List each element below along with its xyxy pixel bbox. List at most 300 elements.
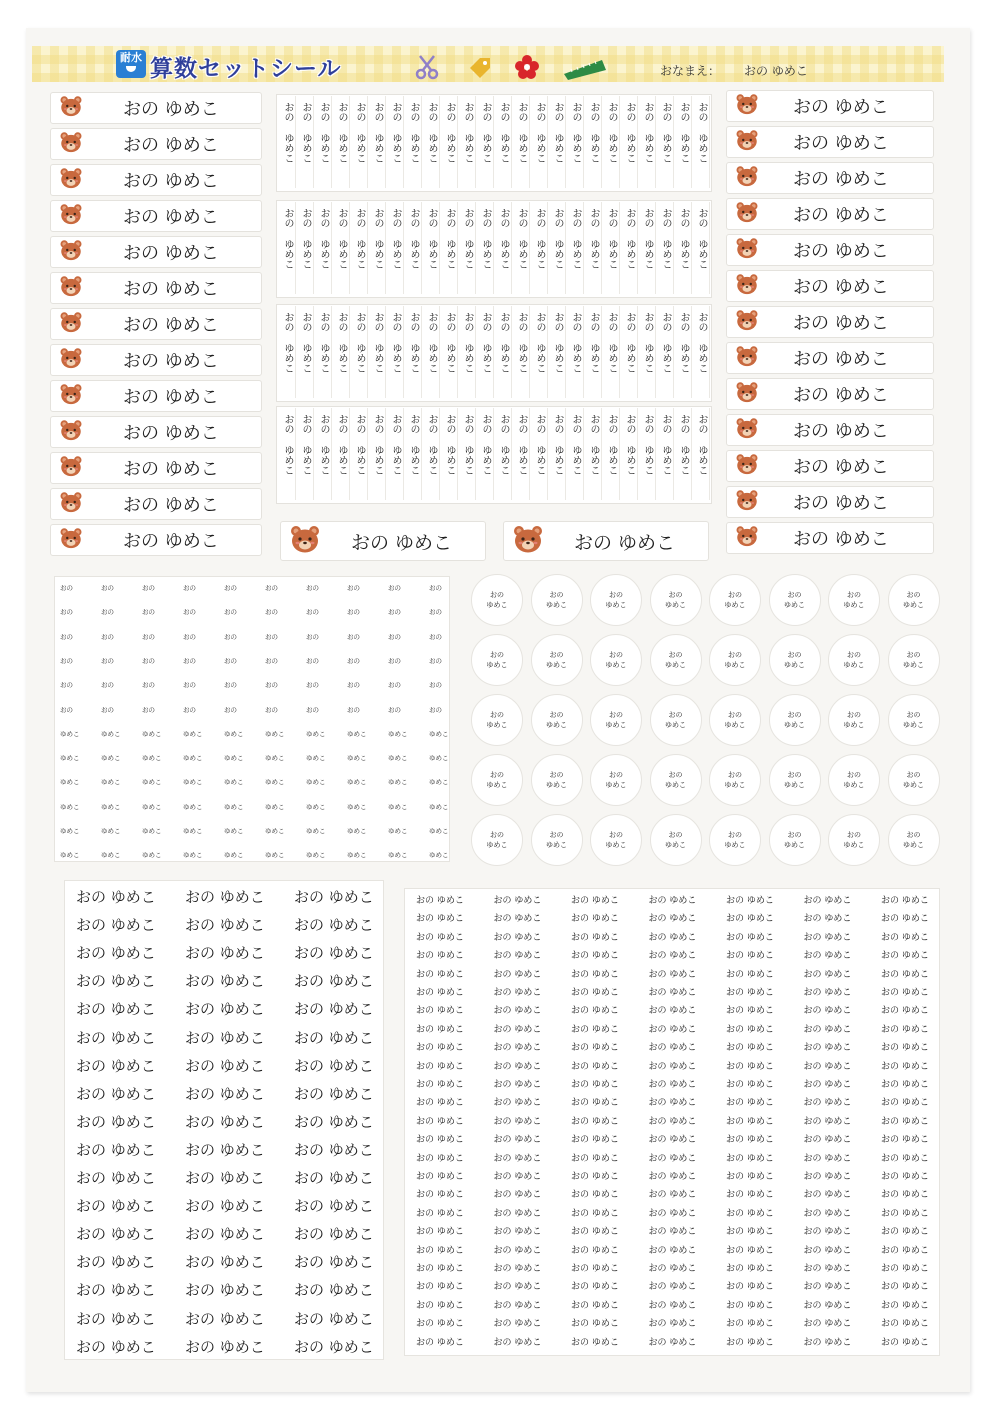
small-name-sticker: おの ゆめこ bbox=[726, 932, 774, 943]
vertical-name-sticker: おの ゆめこ bbox=[440, 408, 458, 500]
small-name-sticker: おの ゆめこ bbox=[881, 1098, 929, 1109]
tiny-name-sticker: おの bbox=[101, 705, 114, 714]
sticker-name-text: おの ゆめこ bbox=[793, 529, 889, 550]
vertical-name-sticker: おの ゆめこ bbox=[530, 202, 548, 294]
sticker-name-text: おの ゆめこ bbox=[793, 133, 889, 154]
sticker-name-text: おの ゆめこ bbox=[123, 279, 219, 300]
small-name-sticker: おの ゆめこ bbox=[881, 896, 929, 906]
bear-name-sticker bbox=[726, 342, 934, 374]
vertical-name-sticker: おの ゆめこ bbox=[296, 96, 314, 188]
medium-name-sticker: おの ゆめこ bbox=[76, 1169, 156, 1187]
vertical-name-sticker: おの ゆめこ bbox=[476, 306, 494, 398]
small-name-sticker: おの ゆめこ bbox=[648, 1264, 697, 1274]
small-name-sticker: おの ゆめこ bbox=[648, 1282, 697, 1293]
vertical-name-sticker: おの ゆめこ bbox=[674, 202, 692, 294]
small-name-sticker: おの ゆめこ bbox=[726, 1282, 774, 1293]
tiny-name-sticker: おの bbox=[265, 584, 278, 592]
tiny-name-sticker: ゆめこ bbox=[60, 754, 80, 763]
bear-icon bbox=[735, 488, 759, 512]
tiny-name-sticker: おの bbox=[388, 632, 401, 641]
tiny-name-sticker: ゆめこ bbox=[60, 802, 80, 811]
small-name-sticker: おの ゆめこ bbox=[726, 1300, 774, 1311]
vertical-name-sticker: おの ゆめこ bbox=[584, 408, 602, 500]
small-name-sticker: おの ゆめこ bbox=[726, 988, 774, 998]
circle-sticker-line2: ゆめこ bbox=[784, 661, 805, 669]
bear-icon bbox=[735, 452, 759, 476]
scissors-icon bbox=[414, 54, 444, 80]
vertical-name-sticker: おの ゆめこ bbox=[566, 96, 584, 188]
medium-name-sticker: おの ゆめこ bbox=[76, 1112, 156, 1131]
vertical-name-sticker: おの ゆめこ bbox=[584, 96, 602, 188]
tiny-name-sticker: ゆめこ bbox=[101, 802, 121, 811]
bear-name-sticker bbox=[726, 162, 934, 194]
small-name-sticker: おの ゆめこ bbox=[416, 1264, 464, 1274]
tiny-name-sticker: ゆめこ bbox=[429, 851, 449, 860]
circle-name-sticker bbox=[590, 634, 642, 686]
circle-sticker-line2: ゆめこ bbox=[605, 841, 627, 849]
vertical-name-sticker: おの ゆめこ bbox=[422, 96, 440, 188]
small-name-sticker: おの ゆめこ bbox=[493, 1319, 542, 1330]
small-name-sticker: おの ゆめこ bbox=[416, 932, 464, 943]
tiny-name-sticker: おの bbox=[429, 632, 442, 641]
circle-name-sticker bbox=[888, 634, 940, 686]
vertical-name-sticker: おの ゆめこ bbox=[692, 408, 710, 500]
vertical-name-sticker: おの ゆめこ bbox=[314, 408, 332, 500]
circle-sticker-line2: ゆめこ bbox=[605, 601, 627, 609]
circle-name-sticker bbox=[471, 634, 523, 686]
small-name-sticker: おの ゆめこ bbox=[726, 1135, 774, 1146]
small-name-sticker: おの ゆめこ bbox=[881, 1006, 929, 1017]
bear-name-sticker bbox=[50, 344, 262, 376]
tiny-name-sticker: おの bbox=[429, 705, 442, 714]
vertical-name-sticker: おの ゆめこ bbox=[566, 202, 584, 294]
circle-sticker-line1: おの bbox=[490, 711, 504, 719]
bear-name-sticker bbox=[50, 380, 262, 412]
medium-name-sticker: おの ゆめこ bbox=[294, 944, 374, 963]
medium-name-sticker: おの ゆめこ bbox=[294, 1000, 374, 1019]
circle-sticker-line1: おの bbox=[609, 651, 623, 659]
tiny-name-sticker: おの bbox=[429, 584, 442, 592]
circle-sticker-line2: ゆめこ bbox=[546, 661, 567, 669]
sticker-name-text: おの ゆめこ bbox=[123, 243, 219, 264]
small-name-sticker: おの ゆめこ bbox=[648, 1245, 697, 1256]
small-name-sticker: おの ゆめこ bbox=[493, 1282, 542, 1293]
tiny-name-sticker: おの bbox=[265, 705, 278, 714]
vertical-name-sticker: おの ゆめこ bbox=[494, 96, 512, 188]
tiny-name-sticker: ゆめこ bbox=[347, 754, 367, 763]
bear-icon-wrap bbox=[735, 308, 759, 336]
vertical-name-sticker: おの ゆめこ bbox=[692, 306, 710, 398]
small-name-sticker: おの ゆめこ bbox=[881, 969, 929, 980]
small-name-sticker: おの ゆめこ bbox=[493, 1006, 542, 1017]
bear-icon bbox=[735, 416, 759, 440]
circle-name-sticker bbox=[769, 634, 821, 686]
medium-name-sticker: おの ゆめこ bbox=[294, 1112, 374, 1131]
small-name-sticker: おの ゆめこ bbox=[571, 1172, 619, 1182]
vertical-name-sticker: おの ゆめこ bbox=[548, 306, 566, 398]
small-name-sticker: おの ゆめこ bbox=[571, 1264, 619, 1274]
circle-sticker-line1: おの bbox=[847, 831, 861, 839]
tiny-name-sticker: おの bbox=[101, 608, 114, 617]
tiny-name-sticker: おの bbox=[306, 608, 319, 617]
small-name-sticker: おの ゆめこ bbox=[416, 1282, 464, 1293]
vertical-name-sticker: おの ゆめこ bbox=[278, 202, 296, 294]
vertical-name-sticker: おの ゆめこ bbox=[458, 306, 476, 398]
medium-name-sticker: おの ゆめこ bbox=[76, 1000, 156, 1019]
small-name-sticker: おの ゆめこ bbox=[726, 969, 774, 980]
small-name-sticker: おの ゆめこ bbox=[726, 1172, 774, 1182]
tiny-name-sticker: ゆめこ bbox=[60, 827, 80, 835]
circle-sticker-line2: ゆめこ bbox=[605, 781, 627, 789]
tiny-name-sticker: ゆめこ bbox=[183, 778, 203, 787]
small-name-sticker: おの ゆめこ bbox=[493, 988, 542, 998]
vertical-name-sticker: おの ゆめこ bbox=[566, 408, 584, 500]
medium-name-sticker: おの ゆめこ bbox=[294, 1028, 374, 1047]
ruler-icon bbox=[562, 56, 608, 80]
vertical-name-sticker: おの ゆめこ bbox=[350, 202, 368, 294]
small-name-sticker: おの ゆめこ bbox=[803, 1061, 852, 1072]
circle-sticker-line1: おの bbox=[787, 771, 802, 779]
bear-name-sticker bbox=[50, 92, 262, 124]
small-name-sticker: おの ゆめこ bbox=[803, 1282, 852, 1293]
bear-icon bbox=[735, 200, 759, 224]
circle-sticker-line2: ゆめこ bbox=[665, 841, 686, 849]
tiny-name-sticker: ゆめこ bbox=[306, 802, 326, 811]
medium-name-sticker: おの ゆめこ bbox=[294, 888, 374, 906]
small-name-sticker: おの ゆめこ bbox=[726, 896, 774, 906]
small-name-sticker: おの ゆめこ bbox=[493, 1116, 542, 1127]
medium-name-sticker: おの ゆめこ bbox=[76, 1197, 156, 1216]
circle-sticker-line2: ゆめこ bbox=[724, 661, 746, 669]
tiny-name-sticker: おの bbox=[306, 632, 319, 641]
medium-name-sticker: おの ゆめこ bbox=[185, 1056, 265, 1075]
vertical-name-sticker: おの ゆめこ bbox=[422, 306, 440, 398]
small-name-sticker: おの ゆめこ bbox=[648, 951, 697, 962]
small-name-sticker: おの ゆめこ bbox=[571, 1135, 619, 1146]
small-name-sticker: おの ゆめこ bbox=[726, 951, 774, 962]
circle-sticker-line2: ゆめこ bbox=[605, 721, 627, 729]
tiny-name-sticker: おの bbox=[347, 584, 360, 592]
small-name-sticker: おの ゆめこ bbox=[416, 1024, 464, 1035]
bear-icon-wrap bbox=[735, 272, 759, 300]
vertical-name-sticker: おの ゆめこ bbox=[368, 96, 386, 188]
vertical-name-sticker: おの ゆめこ bbox=[368, 306, 386, 398]
vertical-name-sticker: おの ゆめこ bbox=[476, 202, 494, 294]
tiny-name-sticker: ゆめこ bbox=[142, 827, 162, 835]
vertical-name-sticker: おの ゆめこ bbox=[296, 306, 314, 398]
vertical-name-sticker: おの ゆめこ bbox=[602, 202, 620, 294]
circle-name-sticker bbox=[471, 814, 523, 866]
bear-icon bbox=[59, 202, 83, 226]
bear-name-sticker bbox=[726, 198, 934, 230]
circle-sticker-line1: おの bbox=[906, 651, 921, 659]
tiny-name-sticker: ゆめこ bbox=[101, 729, 121, 738]
small-name-sticker: おの ゆめこ bbox=[803, 1337, 852, 1348]
circle-name-sticker bbox=[709, 574, 761, 626]
small-name-sticker: おの ゆめこ bbox=[803, 951, 852, 962]
medium-name-sticker: おの ゆめこ bbox=[76, 1140, 156, 1159]
vertical-name-sticker: おの ゆめこ bbox=[512, 306, 530, 398]
vertical-name-sticker: おの ゆめこ bbox=[386, 306, 404, 398]
vertical-name-sticker: おの ゆめこ bbox=[368, 408, 386, 500]
vertical-name-sticker: おの ゆめこ bbox=[278, 306, 296, 398]
vertical-name-sticker: おの ゆめこ bbox=[548, 408, 566, 500]
bear-icon-wrap bbox=[735, 344, 759, 372]
sticker-name-text: おの ゆめこ bbox=[793, 457, 889, 478]
small-name-sticker: おの ゆめこ bbox=[571, 1319, 619, 1330]
circle-sticker-line2: ゆめこ bbox=[665, 661, 686, 669]
vertical-name-sticker: おの ゆめこ bbox=[476, 408, 494, 500]
small-name-sticker: おの ゆめこ bbox=[648, 1190, 697, 1201]
bear-icon bbox=[735, 236, 759, 260]
circle-name-sticker bbox=[709, 634, 761, 686]
small-name-sticker: おの ゆめこ bbox=[648, 1061, 697, 1072]
medium-name-sticker: おの ゆめこ bbox=[185, 1281, 265, 1300]
vertical-name-sticker: おの ゆめこ bbox=[530, 408, 548, 500]
vertical-name-sticker: おの ゆめこ bbox=[548, 96, 566, 188]
bear-icon bbox=[59, 490, 83, 514]
tiny-name-sticker: ゆめこ bbox=[388, 827, 408, 835]
tiny-name-sticker: おの bbox=[388, 608, 401, 617]
tiny-name-sticker: おの bbox=[224, 681, 237, 690]
circle-name-sticker bbox=[650, 574, 702, 626]
medium-name-sticker: おの ゆめこ bbox=[185, 916, 265, 935]
small-name-sticker: おの ゆめこ bbox=[571, 988, 619, 998]
tiny-name-sticker: ゆめこ bbox=[142, 754, 162, 763]
vertical-name-sticker: おの ゆめこ bbox=[530, 96, 548, 188]
tiny-name-sticker: ゆめこ bbox=[265, 729, 285, 738]
circle-sticker-line2: ゆめこ bbox=[665, 601, 686, 609]
tiny-name-sticker: ゆめこ bbox=[347, 851, 367, 860]
medium-name-sticker: おの ゆめこ bbox=[185, 1253, 265, 1272]
small-name-sticker: おの ゆめこ bbox=[571, 1153, 619, 1164]
small-name-sticker: おの ゆめこ bbox=[493, 1227, 542, 1238]
small-name-sticker: おの ゆめこ bbox=[493, 1098, 542, 1109]
small-name-sticker: おの ゆめこ bbox=[571, 1043, 619, 1054]
bear-name-sticker bbox=[726, 126, 934, 158]
medium-name-sticker: おの ゆめこ bbox=[76, 1253, 156, 1272]
drop-icon bbox=[126, 66, 136, 72]
small-name-sticker: おの ゆめこ bbox=[648, 1135, 697, 1146]
tiny-name-sticker: おの bbox=[183, 681, 196, 690]
small-name-sticker: おの ゆめこ bbox=[648, 1024, 697, 1035]
tiny-name-sticker: おの bbox=[142, 656, 155, 665]
sticker-name-text: おの ゆめこ bbox=[793, 241, 889, 262]
small-name-sticker: おの ゆめこ bbox=[726, 1337, 774, 1348]
circle-sticker-line1: おの bbox=[847, 651, 861, 659]
tiny-name-sticker: おの bbox=[183, 656, 196, 665]
tiny-name-sticker: ゆめこ bbox=[224, 827, 244, 835]
tiny-name-sticker: ゆめこ bbox=[224, 729, 244, 738]
tiny-name-sticker: おの bbox=[306, 656, 319, 665]
small-name-sticker: おの ゆめこ bbox=[803, 1300, 852, 1311]
tiny-name-sticker: ゆめこ bbox=[101, 778, 121, 787]
tiny-name-sticker: ゆめこ bbox=[224, 778, 244, 787]
bear-icon bbox=[59, 166, 83, 190]
bear-icon-wrap bbox=[59, 130, 83, 158]
small-name-sticker: おの ゆめこ bbox=[416, 1006, 464, 1017]
circle-sticker-line1: おの bbox=[490, 651, 504, 659]
tiny-name-sticker: ゆめこ bbox=[306, 827, 326, 835]
sticker-name-text: おの ゆめこ bbox=[123, 495, 219, 516]
circle-sticker-line1: おの bbox=[490, 591, 504, 599]
vertical-name-sticker: おの ゆめこ bbox=[638, 96, 656, 188]
vertical-name-sticker: おの ゆめこ bbox=[296, 408, 314, 500]
small-name-sticker: おの ゆめこ bbox=[648, 1153, 697, 1164]
circle-sticker-line1: おの bbox=[609, 591, 623, 599]
circle-name-sticker bbox=[769, 754, 821, 806]
circle-name-sticker bbox=[709, 694, 761, 746]
vertical-name-sticker: おの ゆめこ bbox=[548, 202, 566, 294]
small-name-sticker: おの ゆめこ bbox=[493, 1337, 542, 1348]
sticker-name-text: おの ゆめこ bbox=[351, 531, 453, 554]
small-name-sticker: おの ゆめこ bbox=[571, 932, 619, 943]
tiny-name-sticker: おの bbox=[60, 705, 73, 714]
bear-name-sticker bbox=[726, 486, 934, 518]
tiny-name-sticker: おの bbox=[224, 608, 237, 617]
tiny-name-sticker: ゆめこ bbox=[347, 778, 367, 787]
bear-icon-wrap bbox=[735, 128, 759, 156]
small-name-sticker: おの ゆめこ bbox=[803, 1135, 852, 1146]
vertical-name-sticker: おの ゆめこ bbox=[602, 96, 620, 188]
badge-label: 耐水 bbox=[120, 51, 142, 64]
small-name-sticker: おの ゆめこ bbox=[803, 1319, 852, 1330]
small-name-sticker: おの ゆめこ bbox=[881, 1300, 929, 1311]
vertical-name-sticker: おの ゆめこ bbox=[692, 96, 710, 188]
medium-name-sticker: おの ゆめこ bbox=[185, 1197, 265, 1216]
tiny-name-sticker: おの bbox=[347, 656, 360, 665]
tiny-name-sticker: ゆめこ bbox=[265, 827, 285, 835]
tiny-name-sticker: ゆめこ bbox=[429, 778, 449, 787]
bear-icon bbox=[59, 130, 83, 154]
small-name-sticker: おの ゆめこ bbox=[803, 1264, 852, 1274]
small-name-sticker: おの ゆめこ bbox=[726, 1080, 774, 1090]
small-name-sticker: おの ゆめこ bbox=[803, 1208, 852, 1219]
small-name-sticker: おの ゆめこ bbox=[803, 1080, 852, 1090]
circle-sticker-line2: ゆめこ bbox=[903, 601, 924, 609]
bear-icon-wrap bbox=[735, 452, 759, 480]
tiny-name-sticker: ゆめこ bbox=[101, 851, 121, 860]
circle-sticker-line2: ゆめこ bbox=[843, 721, 865, 729]
medium-name-sticker: おの ゆめこ bbox=[294, 1281, 374, 1300]
small-name-sticker: おの ゆめこ bbox=[648, 1172, 697, 1182]
bear-icon bbox=[735, 380, 759, 404]
bear-name-sticker bbox=[50, 416, 262, 448]
small-name-sticker: おの ゆめこ bbox=[416, 914, 464, 925]
small-name-sticker: おの ゆめこ bbox=[416, 1135, 464, 1146]
tiny-name-sticker: おの bbox=[101, 584, 114, 592]
small-name-sticker: おの ゆめこ bbox=[881, 1208, 929, 1219]
bear-icon-wrap bbox=[59, 238, 83, 266]
circle-sticker-line2: ゆめこ bbox=[486, 601, 508, 609]
bear-name-sticker bbox=[50, 236, 262, 268]
tiny-name-sticker: おの bbox=[60, 632, 73, 641]
circle-sticker-line1: おの bbox=[906, 831, 921, 839]
small-name-sticker: おの ゆめこ bbox=[648, 988, 697, 998]
bear-icon bbox=[735, 164, 759, 188]
vertical-name-sticker: おの ゆめこ bbox=[350, 306, 368, 398]
medium-name-sticker: おの ゆめこ bbox=[294, 1169, 374, 1187]
medium-name-sticker: おの ゆめこ bbox=[76, 888, 156, 906]
vertical-name-sticker: おの ゆめこ bbox=[494, 408, 512, 500]
sticker-name-text: おの ゆめこ bbox=[123, 423, 219, 444]
vertical-name-sticker: おの ゆめこ bbox=[458, 96, 476, 188]
sticker-name-text: おの ゆめこ bbox=[123, 351, 219, 372]
circle-sticker-line1: おの bbox=[668, 711, 683, 719]
vertical-name-sticker: おの ゆめこ bbox=[386, 96, 404, 188]
small-name-sticker: おの ゆめこ bbox=[416, 1153, 464, 1164]
small-name-sticker: おの ゆめこ bbox=[493, 1208, 542, 1219]
tiny-name-sticker: おの bbox=[306, 681, 319, 690]
circle-sticker-line2: ゆめこ bbox=[843, 601, 865, 609]
vertical-name-sticker: おの ゆめこ bbox=[458, 408, 476, 500]
bear-name-sticker bbox=[726, 234, 934, 266]
circle-sticker-line1: おの bbox=[609, 711, 623, 719]
tiny-name-sticker: おの bbox=[183, 608, 196, 617]
medium-name-sticker: おの ゆめこ bbox=[185, 1084, 265, 1103]
bear-icon-wrap bbox=[59, 382, 83, 410]
circle-sticker-line1: おの bbox=[490, 771, 504, 779]
tiny-name-sticker: おの bbox=[183, 632, 196, 641]
small-name-sticker: おの ゆめこ bbox=[726, 1061, 774, 1072]
small-name-sticker: おの ゆめこ bbox=[881, 1043, 929, 1054]
circle-sticker-line2: ゆめこ bbox=[843, 781, 865, 789]
bear-icon bbox=[735, 308, 759, 332]
bear-name-sticker bbox=[50, 452, 262, 484]
small-name-sticker: おの ゆめこ bbox=[648, 1337, 697, 1348]
medium-name-sticker: おの ゆめこ bbox=[76, 1225, 156, 1244]
small-name-sticker: おの ゆめこ bbox=[648, 1300, 697, 1311]
tiny-name-sticker: おの bbox=[306, 705, 319, 714]
tiny-name-sticker: ゆめこ bbox=[183, 729, 203, 738]
bear-icon bbox=[59, 526, 83, 550]
small-name-sticker: おの ゆめこ bbox=[803, 1043, 852, 1054]
bear-icon-wrap bbox=[59, 346, 83, 374]
small-name-sticker: おの ゆめこ bbox=[726, 1006, 774, 1017]
small-name-sticker: おの ゆめこ bbox=[803, 969, 852, 980]
medium-name-sticker: おの ゆめこ bbox=[185, 1309, 265, 1328]
bear-icon bbox=[59, 382, 83, 406]
small-name-sticker: おの ゆめこ bbox=[881, 1061, 929, 1072]
vertical-name-sticker: おの ゆめこ bbox=[512, 96, 530, 188]
small-name-sticker: おの ゆめこ bbox=[881, 1135, 929, 1146]
tiny-name-sticker: ゆめこ bbox=[60, 729, 80, 738]
circle-sticker-line2: ゆめこ bbox=[784, 781, 805, 789]
small-name-sticker: おの ゆめこ bbox=[571, 896, 619, 906]
circle-sticker-line2: ゆめこ bbox=[724, 781, 746, 789]
small-name-sticker: おの ゆめこ bbox=[881, 1245, 929, 1256]
vertical-name-sticker: おの ゆめこ bbox=[404, 202, 422, 294]
vertical-name-sticker: おの ゆめこ bbox=[602, 306, 620, 398]
vertical-name-sticker: おの ゆめこ bbox=[638, 306, 656, 398]
medium-name-sticker: おの ゆめこ bbox=[185, 1337, 265, 1356]
tiny-name-sticker: ゆめこ bbox=[388, 802, 408, 811]
medium-name-sticker: おの ゆめこ bbox=[185, 1140, 265, 1159]
circle-sticker-line1: おの bbox=[906, 771, 921, 779]
bear-icon-wrap bbox=[735, 416, 759, 444]
circle-sticker-line2: ゆめこ bbox=[724, 721, 746, 729]
tiny-name-sticker: おの bbox=[306, 584, 319, 592]
small-name-sticker: おの ゆめこ bbox=[571, 1245, 619, 1256]
small-name-sticker: おの ゆめこ bbox=[493, 932, 542, 943]
small-name-sticker: おの ゆめこ bbox=[648, 1080, 697, 1090]
small-name-sticker: おの ゆめこ bbox=[881, 1024, 929, 1035]
small-name-sticker: おの ゆめこ bbox=[571, 1024, 619, 1035]
small-name-sticker: おの ゆめこ bbox=[571, 1116, 619, 1127]
tiny-name-sticker: おの bbox=[60, 656, 73, 665]
medium-name-sticker: おの ゆめこ bbox=[76, 916, 156, 935]
sticker-name-text: おの ゆめこ bbox=[793, 349, 889, 370]
